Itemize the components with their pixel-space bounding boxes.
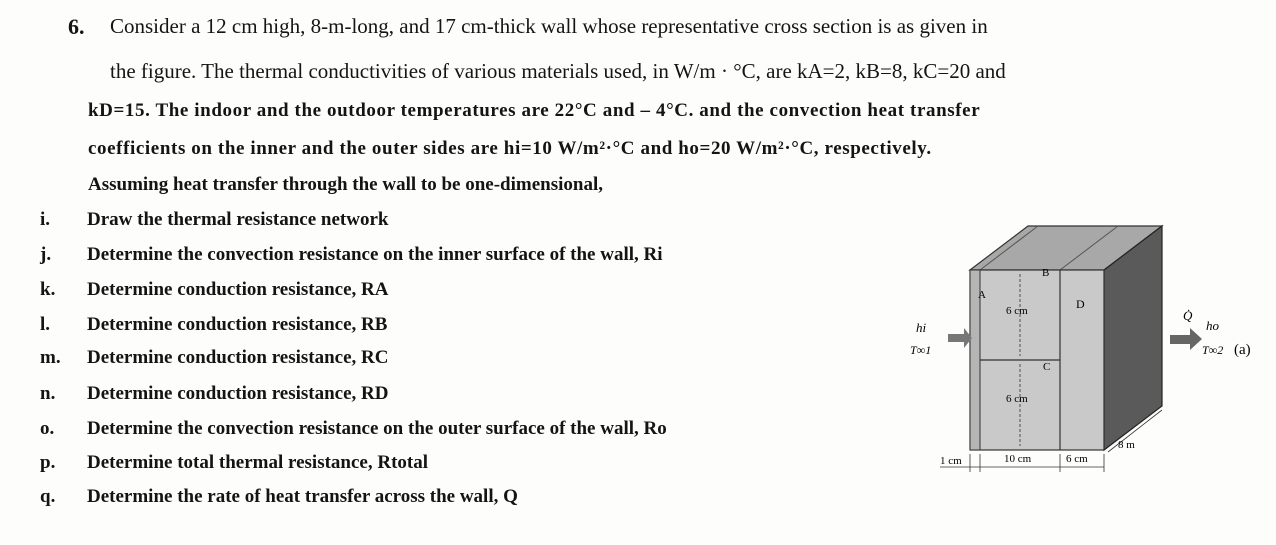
item-label: n. (40, 383, 56, 404)
label-a: A (978, 289, 986, 301)
wall-figure (900, 222, 1270, 512)
inner-h-label: hi (916, 320, 927, 335)
dim-length-label: 8 m (1118, 439, 1135, 451)
problem-statement-line-3: kD=15. The indoor and the outdoor temperatures are 22°C and – 4°C. and the convection heat transfer (88, 100, 981, 121)
label-b: B (1042, 267, 1050, 279)
item-text: Determine conduction resistance, RA (87, 279, 389, 300)
item-text: Determine conduction resistance, RC (87, 347, 389, 368)
item-text: Determine the rate of heat transfer across the wall, Q (87, 486, 518, 507)
label-d: D (1076, 297, 1085, 311)
inner-arrow-shaft (948, 334, 964, 342)
label-c: C (1043, 361, 1051, 373)
dim-d-thk-label: 6 cm (1066, 453, 1088, 465)
item-text: Draw the thermal resistance network (87, 209, 389, 230)
problem-statement-line-1: Consider a 12 cm high, 8-m-long, and 17 cm-thick wall whose representative cross section is as given in (110, 14, 988, 38)
item-label: i. (40, 209, 51, 230)
item-label: q. (40, 486, 56, 507)
item-label: p. (40, 452, 56, 473)
item-label: o. (40, 418, 55, 439)
dim-a-thk-label: 1 cm (940, 455, 962, 467)
item-text: Determine conduction resistance, RB (87, 314, 388, 335)
outer-t-label: T∞2 (1202, 343, 1224, 357)
item-text: Determine the convection resistance on the outer surface of the wall, Ro (87, 418, 667, 439)
item-text: Determine the convection resistance on the inner surface of the wall, Ri (87, 244, 663, 265)
dim-b-label: 6 cm (1006, 305, 1028, 317)
dim-c-label: 6 cm (1006, 393, 1028, 405)
problem-statement-line-2: the figure. The thermal conductivities of various materials used, in W/m · °C, are kA=2, kB=8, kC=20 and (110, 59, 1006, 83)
figure-caption: (a) (1234, 342, 1251, 358)
outer-arrow-shaft (1170, 335, 1190, 344)
item-label: l. (40, 314, 51, 335)
problem-statement-line-5: Assuming heat transfer through the wall to be one-dimensional, (88, 174, 603, 195)
item-label: k. (40, 279, 56, 300)
item-label: j. (40, 244, 52, 265)
item-text: Determine conduction resistance, RD (87, 383, 389, 404)
wall-diagram-svg (900, 222, 1270, 512)
problem-statement-line-4: coefficients on the inner and the outer sides are hi=10 W/m²·°C and ho=20 W/m²·°C, respectively. (88, 138, 932, 159)
item-text: Determine total thermal resistance, Rtotal (87, 452, 429, 473)
problem-number: 6. (68, 14, 85, 39)
outer-h-label: ho (1206, 318, 1219, 333)
item-label: m. (40, 347, 61, 368)
outer-arrow-head (1190, 328, 1202, 350)
q-label: Q̇ (1183, 308, 1193, 323)
inner-t-label: T∞1 (910, 343, 932, 357)
dim-bc-thk-label: 10 cm (1004, 453, 1032, 465)
